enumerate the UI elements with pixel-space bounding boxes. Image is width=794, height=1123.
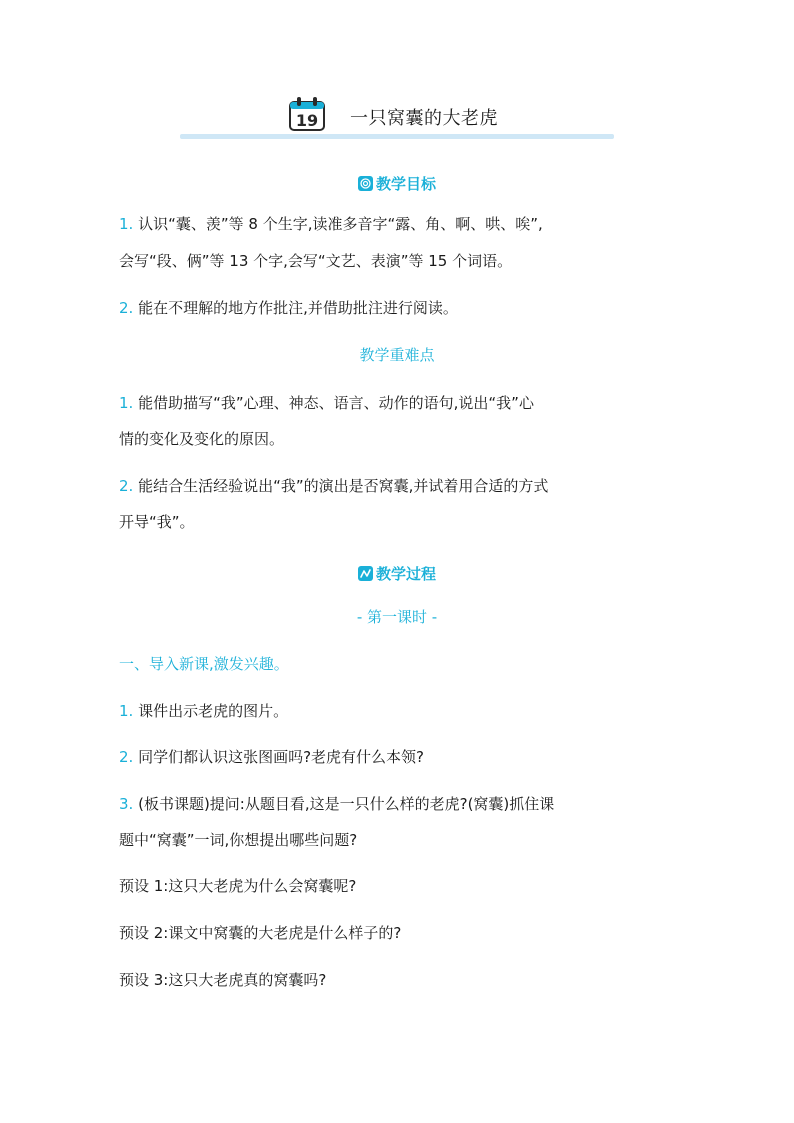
process-item-1: 1. 课件出示老虎的图片。 (119, 702, 289, 720)
process-icon (358, 566, 373, 581)
difficulty-1-line-1: 1. 能借助描写“我”心理、神态、语言、动作的语句,说出“我”心 (119, 394, 534, 412)
preset-1: 预设 1:这只大老虎为什么会窝囊呢? (119, 877, 357, 895)
difficulty-1-num: 1. (119, 394, 134, 412)
target-icon (358, 176, 373, 191)
step-1-title: 一、导入新课,激发兴趣。 (119, 655, 289, 673)
preset-3: 预设 3:这只大老虎真的窝囊吗? (119, 971, 327, 989)
process-item-2: 2. 同学们都认识这张图画吗?老虎有什么本领? (119, 748, 425, 766)
difficulty-2-line-2: 开导“我”。 (119, 513, 195, 531)
difficulty-2-line-1: 2. 能结合生活经验说出“我”的演出是否窝囊,并试着用合适的方式 (119, 477, 549, 495)
goal-1-num: 1. (119, 215, 134, 233)
preset-2: 预设 2:课文中窝囊的大老虎是什么样子的? (119, 924, 402, 942)
goal-1-line-1: 1. 认识“囊、羡”等 8 个生字,读准多音字“露、角、啊、哄、唉”, (119, 215, 543, 233)
difficulty-title: 教学重难点 (359, 346, 435, 364)
calendar-icon (288, 96, 326, 132)
first-period-label: - 第一课时 - (356, 608, 438, 626)
header-underline (180, 134, 614, 139)
difficulty-1-line-2: 情的变化及变化的原因。 (119, 430, 285, 448)
goals-heading (0, 173, 794, 194)
lesson-header (180, 96, 614, 142)
process-title: 教学过程 (375, 565, 436, 583)
lesson-title: 一只窝囊的大老虎 (350, 108, 498, 129)
lesson-number: 19 (295, 111, 319, 130)
process-item-3-line-2: 题中“窝囊”一词,你想提出哪些问题? (119, 831, 358, 849)
goal-2-num: 2. (119, 299, 134, 317)
process-heading (0, 563, 794, 584)
goal-2-line-1: 2. 能在不理解的地方作批注,并借助批注进行阅读。 (119, 299, 458, 317)
process-item-3-line-1: 3. (板书课题)提问:从题目看,这是一只什么样的老虎?(窝囊)抓住课 (119, 795, 555, 813)
goal-1-line-2: 会写“段、俩”等 13 个字,会写“文艺、表演”等 15 个词语。 (119, 252, 513, 270)
goals-title: 教学目标 (375, 175, 436, 193)
difficulty-2-num: 2. (119, 477, 134, 495)
